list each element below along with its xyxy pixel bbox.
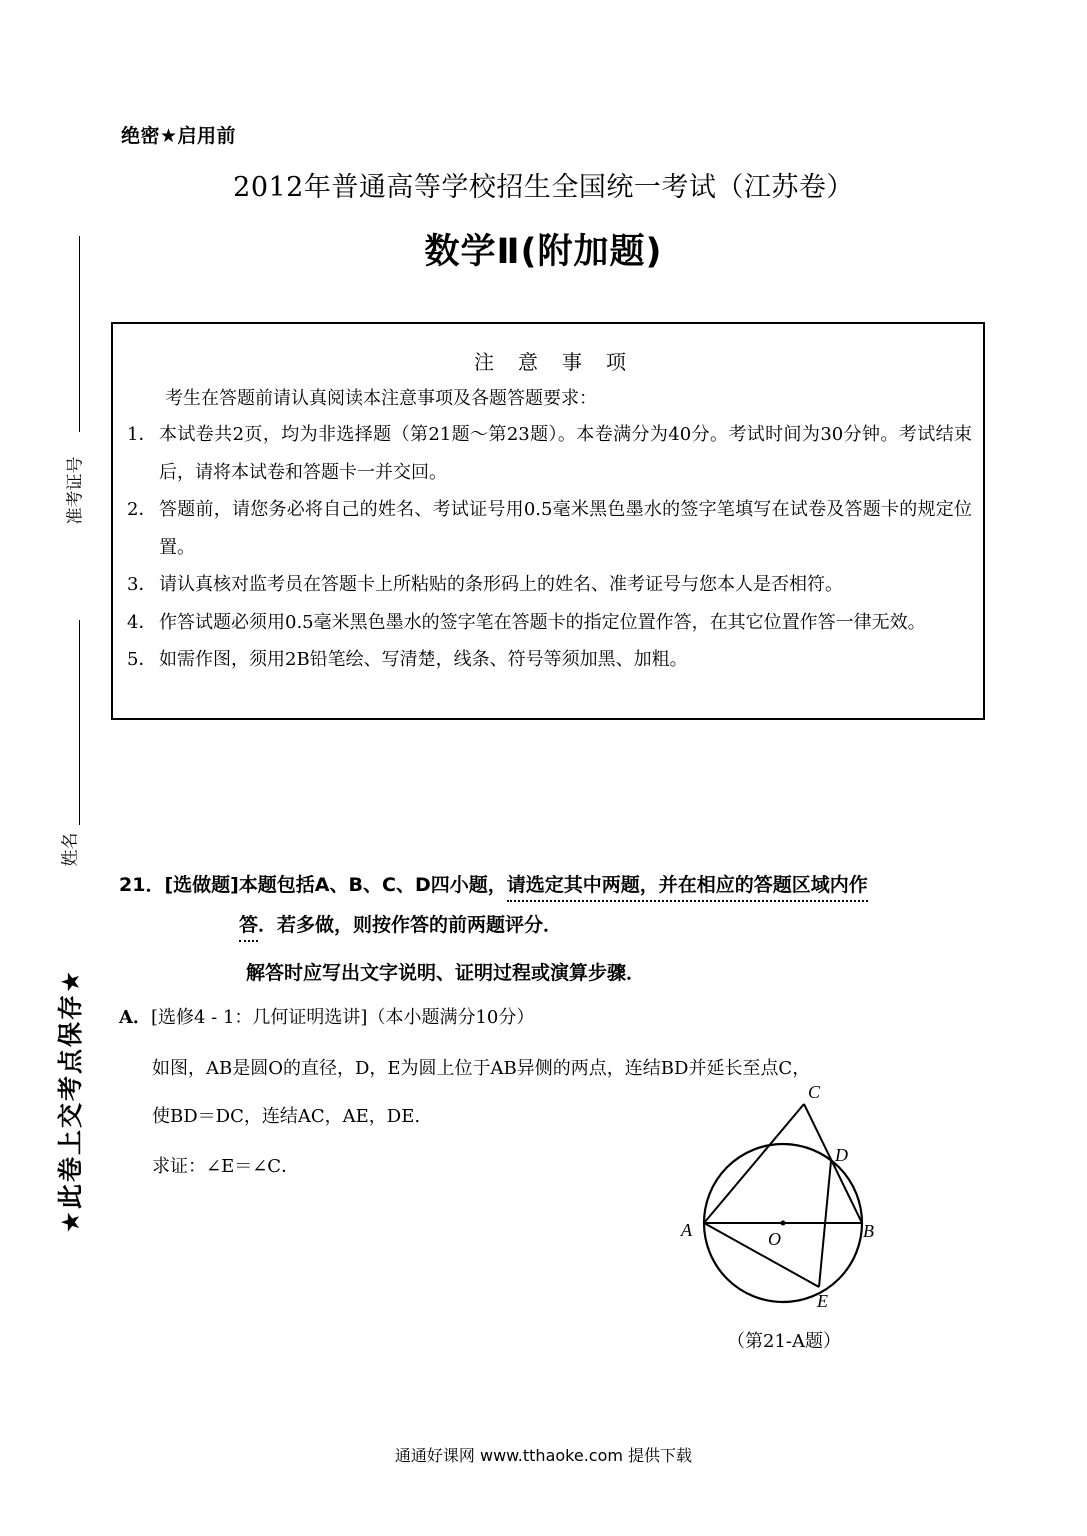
segment-ae bbox=[704, 1223, 819, 1287]
question-21-emphasis: 请选定其中两题，并在相应的答题区域内作 bbox=[507, 874, 868, 902]
exam-title: 2012年普通高等学校招生全国统一考试（江苏卷） bbox=[233, 172, 854, 203]
notice-list bbox=[127, 416, 972, 679]
keep-sheet-stamp: ★此卷上交考点保存★ bbox=[56, 968, 85, 1234]
label-e: E bbox=[817, 1291, 828, 1311]
geometry-figure bbox=[670, 1075, 900, 1320]
admission-number-line bbox=[79, 236, 80, 432]
part-a-label: A． bbox=[119, 1007, 151, 1028]
question-21-line-1 bbox=[119, 870, 868, 897]
figure-caption: （第21-A题） bbox=[727, 1331, 841, 1352]
notice-item bbox=[127, 566, 972, 604]
admission-number-label: 准考证号 bbox=[65, 456, 86, 525]
label-c: C bbox=[808, 1082, 821, 1102]
notice-box bbox=[111, 322, 985, 720]
notice-item bbox=[127, 416, 972, 491]
notice-item-text: 作答试题必须用0.5毫米黑色墨水的签字笔在答题卡的指定位置作答，在其它位置作答一律无效。 bbox=[159, 611, 926, 633]
question-21-scoring-rule: ．若多做，则按作答的前两题评分． bbox=[258, 914, 563, 936]
secret-label: 绝密★启用前 bbox=[121, 125, 237, 147]
part-a-statement-line-1: 如图，AB是圆O的直径，D，E为圆上位于AB异侧的两点，连结BD并延长至点C， bbox=[152, 1058, 811, 1079]
paper-title: 数学Ⅱ(附加题) bbox=[424, 232, 663, 272]
notice-item-number: 5． bbox=[127, 649, 157, 670]
notice-item-number: 4． bbox=[127, 611, 157, 633]
notice-intro: 考生在答题前请认真阅读本注意事项及各题答题要求： bbox=[165, 388, 597, 409]
segment-bc bbox=[804, 1104, 862, 1223]
part-a-heading bbox=[119, 1003, 534, 1029]
notice-item bbox=[127, 641, 972, 679]
notice-item-number: 3． bbox=[127, 574, 157, 595]
label-a: A bbox=[681, 1220, 692, 1240]
part-a-statement-line-2: 使BD＝DC，连结AC，AE，DE. bbox=[152, 1106, 421, 1127]
segment-ac bbox=[704, 1104, 804, 1223]
notice-heading: 注意事项 bbox=[474, 350, 650, 374]
question-21-intro: 21．[选做题]本题包括A、B、C、D四小题， bbox=[119, 874, 507, 896]
download-footer: 通通好课网 www.tthaoke.com 提供下载 bbox=[394, 1446, 693, 1465]
notice-item-text: 请认真核对监考员在答题卡上所粘贴的条形码上的姓名、准考证号与您本人是否相符。 bbox=[159, 574, 843, 595]
label-o: O bbox=[768, 1229, 781, 1249]
notice-item-text: 答题前，请您务必将自己的姓名、考试证号用0.5毫米黑色墨水的签字笔填写在试卷及答题卡的规定位置。 bbox=[159, 499, 972, 558]
notice-item-text: 本试卷共2页，均为非选择题（第21题～第23题）。本卷满分为40分。考试时间为30分钟。考试结束后，请将本试卷和答题卡一并交回。 bbox=[159, 424, 972, 483]
notice-item-number: 2． bbox=[127, 499, 157, 520]
notice-item-text: 如需作图，须用2B铅笔绘、写清楚，线条、符号等须加黑、加粗。 bbox=[159, 649, 688, 670]
name-line bbox=[79, 620, 80, 825]
part-a-prove-statement: 求证：∠E＝∠C． bbox=[152, 1156, 300, 1177]
name-label: 姓名 bbox=[60, 832, 81, 867]
notice-item bbox=[127, 491, 972, 566]
label-b: B bbox=[863, 1221, 874, 1241]
question-21-answer-requirement: 解答时应写出文字说明、证明过程或演算步骤． bbox=[246, 962, 646, 984]
part-a-title: [选修4 - 1：几何证明选讲]（本小题满分10分） bbox=[150, 1007, 535, 1028]
center-point-o bbox=[781, 1221, 786, 1226]
notice-item-number: 1． bbox=[127, 424, 157, 445]
question-21-line-2 bbox=[239, 910, 562, 937]
label-d: D bbox=[835, 1145, 848, 1165]
notice-item bbox=[127, 604, 972, 642]
question-21-emphasis-end: 答 bbox=[239, 914, 258, 942]
